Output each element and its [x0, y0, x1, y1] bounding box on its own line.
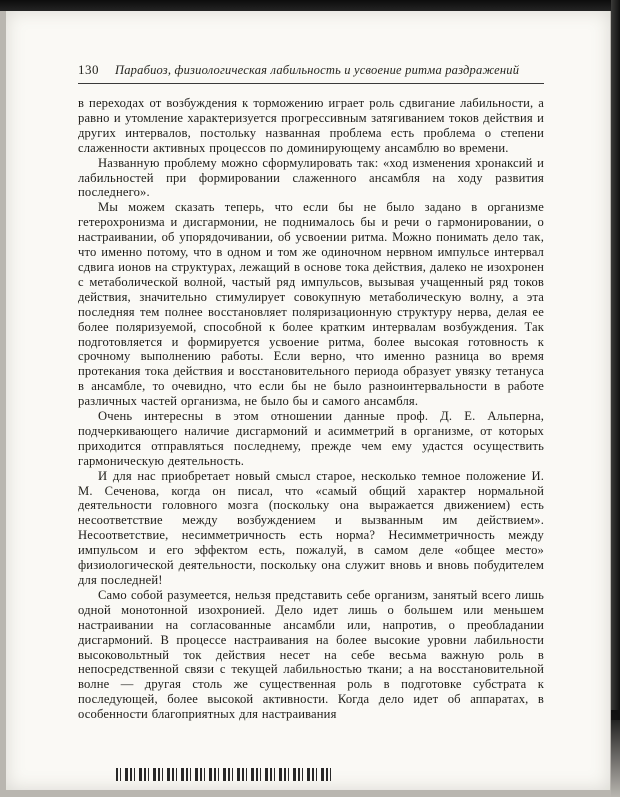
page-paper	[6, 10, 610, 790]
scan-edge-top	[0, 0, 620, 11]
running-head	[78, 62, 544, 84]
paragraph: Само собой разумеется, нельзя представить себе организм, занятый всего лишь одной монотонной изохронией. Дело идет лишь о большем или меньшем настраивании на согласованные ансамбли или, напротив, о преобладании дисгармоний. В процессе настраивания на более высокие уровни лабильности высоковольтный ток действия несет на себе весьма важную роль в непосредственной связи с текущей лабильностью ткани; а на восстановительной волне — другая столь же существенная роль в подготовке субстрата к последующей, более высокой активности. Когда дело идет об аппаратах, в особенности благоприятных для настраивания	[78, 587, 544, 722]
paragraph: Названную проблему можно сформулировать так: «ход изменения хронаксий и лабильностей при формировании слаженного ансамбля на ходу развития последнего».	[78, 155, 544, 200]
paragraph: И для нас приобретает новый смысл старое, несколько темное положение И. М. Сеченова, когда он писал, что «самый общий характер нормальной деятельности головного мозга (поскольку она выражается движением) есть несоответствие между возбуждением и вызванным им действием». Несоответствие, несимметричность есть норма? Несимметричность между импульсом и его эффектом есть, пожалуй, в самом деле «общее место» физиологической деятельности, поскольку она служит вновь и вновь побудителем для последней!	[78, 468, 544, 587]
barcode-scan-artifact	[116, 768, 331, 781]
paragraph: в переходах от возбуждения к торможению играет роль сдвигание лабильности, а равно и утомление характеризуется прогрессивным затягиванием токов действия и других интервалов, постольку названная проблема есть проблема о степени слаженности активных процессов по доминирующему ансамблю во времени.	[78, 96, 544, 155]
scan-edge-right	[611, 0, 620, 720]
paragraph: Мы можем сказать теперь, что если бы не было задано в организме гетерохронизма и дисгармонии, не поднималось бы и речи о гармонировании, о настраивании, об упорядочивании, об усвоении ритма. Можно понимать дело так, что именно потому, что в одном и том же одиночном нервном импульсе интервал сдвига ионов на структурах, лежащий в основе тока действия, далеко не изохронен с метаболической волной, частый ряд импульсов, вызывая учащенный ряд токов действия, значительно стимулирует совокупную метаболическую волну, а эта последняя тем полнее восстановляет поляризационную структуру нерва, делая ее более поляризуемой, способной к более кратким интервалам возбуждения. Так подготовляется и формируется усвоение ритма, более высокая готовность к срочному выполнению работы. Если верно, что именно разница во время протекания тока действия и восстановительного периода образует увязку тетануса в ансамбле, то очевидно, что если бы не было разноинтервальности в работе различных частей организма, не было бы и самого ансамбля.	[78, 200, 544, 409]
chapter-title: Парабиоз, физиологическая лабильность и усвоение ритма раздражений	[115, 63, 520, 77]
paragraph: Очень интересны в этом отношении данные проф. Д. Е. Альперна, подчеркивающего наличие дисгармоний и асимметрий в организме, от которых приходится отправляться последнему, прежде чем ему удастся осуществить гармоническую деятельность.	[78, 409, 544, 468]
page-number: 130	[78, 62, 99, 77]
scan-edge-right-fade	[611, 710, 620, 797]
body-text-block	[78, 96, 544, 722]
